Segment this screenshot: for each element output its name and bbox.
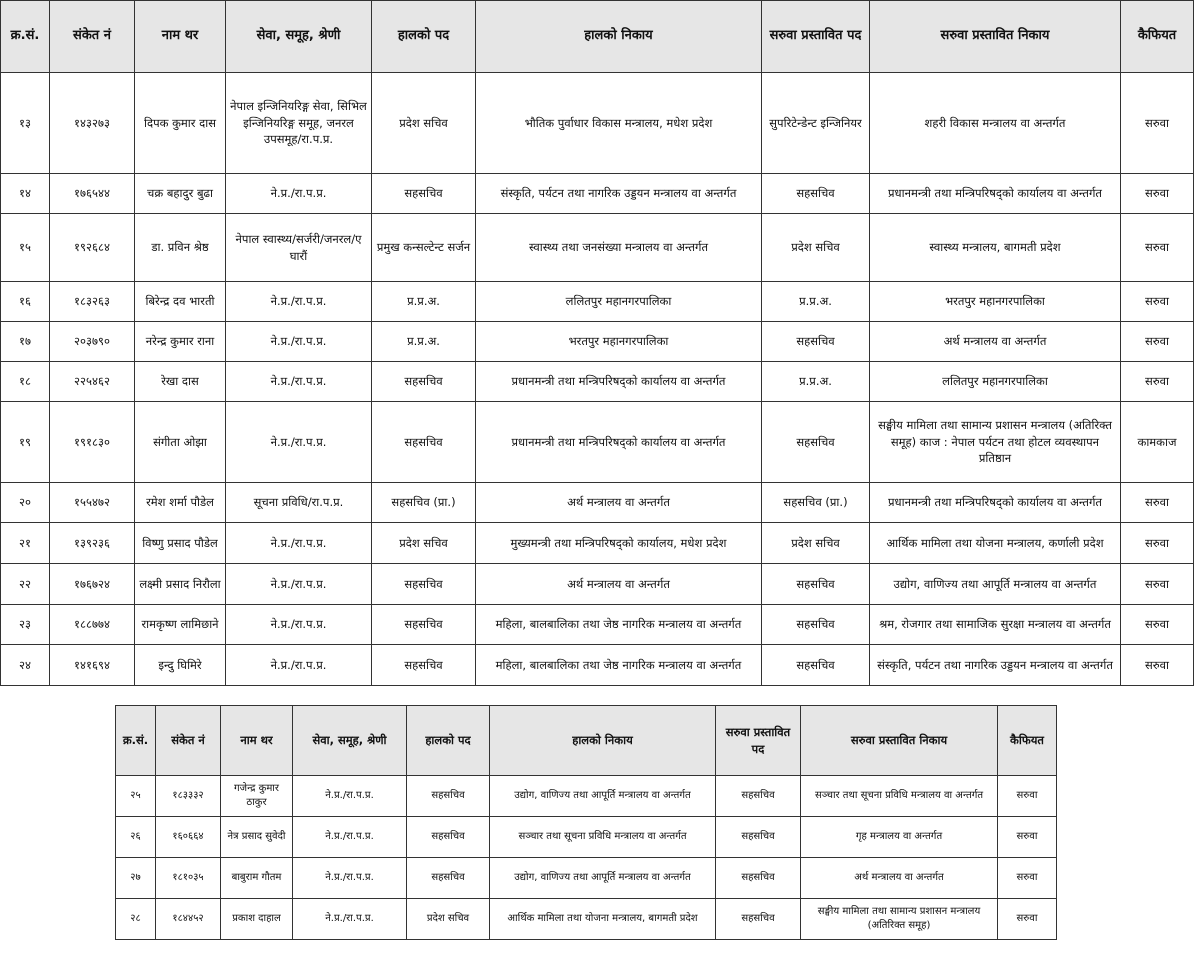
cell-remarks: सरुवा	[1121, 214, 1194, 282]
cell-remarks: सरुवा	[1121, 645, 1194, 686]
cell-current-office: स्वास्थ्य तथा जनसंख्या मन्त्रालय वा अन्तर्गत	[476, 214, 762, 282]
col-proposed-post-header: सरुवा प्रस्तावित पद	[716, 706, 801, 776]
cell-proposed-post: सहसचिव	[716, 817, 801, 858]
col-current-post-header: हालको पद	[372, 1, 476, 73]
cell-code: १७६५४४	[50, 174, 135, 214]
cell-current-post: सहसचिव	[407, 776, 490, 817]
cell-proposed-office: अर्थ मन्त्रालय वा अन्तर्गत	[870, 322, 1121, 362]
table-row	[1, 402, 1194, 483]
cell-code: १४१६९४	[50, 645, 135, 686]
cell-remarks: सरुवा	[1121, 174, 1194, 214]
cell-remarks: कामकाज	[1121, 402, 1194, 483]
table-row	[116, 776, 1057, 817]
cell-code: २०३७९०	[50, 322, 135, 362]
cell-code: १८१०३५	[156, 858, 221, 899]
cell-current-office: भरतपुर महानगरपालिका	[476, 322, 762, 362]
cell-current-office: सञ्चार तथा सूचना प्रविधि मन्त्रालय वा अन्तर्गत	[490, 817, 716, 858]
cell-code: १८३३३२	[156, 776, 221, 817]
cell-proposed-office: प्रधानमन्त्री तथा मन्त्रिपरिषद्को कार्यालय वा अन्तर्गत	[870, 174, 1121, 214]
cell-name: संगीता ओझा	[135, 402, 226, 483]
cell-name: नेत्र प्रसाद सुवेदी	[221, 817, 293, 858]
col-remarks-header: कैफियत	[998, 706, 1057, 776]
table-row	[1, 214, 1194, 282]
col-current-office-header: हालको निकाय	[490, 706, 716, 776]
cell-proposed-post: प्र.प्र.अ.	[762, 282, 870, 322]
cell-code: १९२६८४	[50, 214, 135, 282]
table-row	[1, 605, 1194, 645]
cell-service: ने.प्र./रा.प.प्र.	[293, 858, 407, 899]
cell-current-office: आर्थिक मामिला तथा योजना मन्त्रालय, बागमती प्रदेश	[490, 899, 716, 940]
cell-remarks: सरुवा	[1121, 523, 1194, 564]
cell-proposed-post: सहसचिव	[762, 174, 870, 214]
cell-proposed-office: सङ्घीय मामिला तथा सामान्य प्रशासन मन्त्रालय (अतिरिक्त समूह)	[801, 899, 998, 940]
cell-current-post: सहसचिव	[372, 362, 476, 402]
cell-name: लक्ष्मी प्रसाद निरौला	[135, 564, 226, 605]
table-row	[116, 858, 1057, 899]
cell-current-post: सहसचिव (प्रा.)	[372, 483, 476, 523]
cell-name: चक्र बहादुर बुढा	[135, 174, 226, 214]
header-row	[1, 1, 1194, 73]
cell-service: ने.प्र./रा.प.प्र.	[226, 645, 372, 686]
col-service-header: सेवा, समूह, श्रेणी	[226, 1, 372, 73]
table-row	[1, 282, 1194, 322]
cell-code: १८३२६३	[50, 282, 135, 322]
col-proposed-office-header: सरुवा प्रस्तावित निकाय	[801, 706, 998, 776]
table-row	[1, 362, 1194, 402]
cell-proposed-post: प्र.प्र.अ.	[762, 362, 870, 402]
cell-code: १७६७२४	[50, 564, 135, 605]
cell-serial: १९	[1, 402, 50, 483]
cell-name: नरेन्द्र कुमार राना	[135, 322, 226, 362]
cell-proposed-post: सहसचिव	[716, 899, 801, 940]
cell-proposed-post: प्रदेश सचिव	[762, 214, 870, 282]
cell-current-post: प्रदेश सचिव	[372, 523, 476, 564]
cell-current-post: सहसचिव	[372, 402, 476, 483]
cell-proposed-office: उद्योग, वाणिज्य तथा आपूर्ति मन्त्रालय वा अन्तर्गत	[870, 564, 1121, 605]
cell-service: ने.प्र./रा.प.प्र.	[226, 282, 372, 322]
col-remarks-header: कैफियत	[1121, 1, 1194, 73]
cell-current-office: अर्थ मन्त्रालय वा अन्तर्गत	[476, 483, 762, 523]
table-row	[116, 817, 1057, 858]
cell-service: ने.प्र./रा.प.प्र.	[226, 362, 372, 402]
cell-proposed-office: स्वास्थ्य मन्त्रालय, बागमती प्रदेश	[870, 214, 1121, 282]
cell-remarks: सरुवा	[1121, 73, 1194, 174]
cell-proposed-office: शहरी विकास मन्त्रालय वा अन्तर्गत	[870, 73, 1121, 174]
table-row	[1, 322, 1194, 362]
cell-serial: १४	[1, 174, 50, 214]
table-row	[1, 645, 1194, 686]
cell-remarks: सरुवा	[1121, 483, 1194, 523]
cell-service: ने.प्र./रा.प.प्र.	[226, 564, 372, 605]
cell-code: १९१८३०	[50, 402, 135, 483]
cell-current-office: महिला, बालबालिका तथा जेष्ठ नागरिक मन्त्रालय वा अन्तर्गत	[476, 645, 762, 686]
cell-service: ने.प्र./रा.प.प्र.	[226, 605, 372, 645]
cell-code: १८४४५२	[156, 899, 221, 940]
cell-proposed-post: सहसचिव	[762, 564, 870, 605]
cell-serial: २१	[1, 523, 50, 564]
cell-current-office: मुख्यमन्त्री तथा मन्त्रिपरिषद्को कार्यालय, मधेश प्रदेश	[476, 523, 762, 564]
table-row	[1, 564, 1194, 605]
cell-service: ने.प्र./रा.प.प्र.	[293, 817, 407, 858]
col-service-header: सेवा, समूह, श्रेणी	[293, 706, 407, 776]
cell-name: बाबुराम गौतम	[221, 858, 293, 899]
cell-proposed-post: सहसचिव	[716, 858, 801, 899]
cell-name: विष्णु प्रसाद पौडेल	[135, 523, 226, 564]
cell-current-post: सहसचिव	[372, 564, 476, 605]
cell-serial: २०	[1, 483, 50, 523]
cell-code: १३९२३६	[50, 523, 135, 564]
cell-current-office: भौतिक पुर्वाधार विकास मन्त्रालय, मधेश प्रदेश	[476, 73, 762, 174]
cell-service: ने.प्र./रा.प.प्र.	[293, 899, 407, 940]
table-row	[1, 174, 1194, 214]
cell-serial: १६	[1, 282, 50, 322]
table-row	[116, 899, 1057, 940]
col-code-header: संकेत नं	[156, 706, 221, 776]
transfer-table-2	[115, 705, 1057, 940]
cell-remarks: सरुवा	[998, 899, 1057, 940]
cell-remarks: सरुवा	[1121, 322, 1194, 362]
col-serial-header: क्र.सं.	[116, 706, 156, 776]
cell-remarks: सरुवा	[1121, 362, 1194, 402]
cell-serial: १३	[1, 73, 50, 174]
cell-name: रमेश शर्मा पौडेल	[135, 483, 226, 523]
cell-proposed-office: सञ्चार तथा सूचना प्रविधि मन्त्रालय वा अन्तर्गत	[801, 776, 998, 817]
cell-serial: २६	[116, 817, 156, 858]
cell-serial: २७	[116, 858, 156, 899]
cell-current-office: अर्थ मन्त्रालय वा अन्तर्गत	[476, 564, 762, 605]
cell-current-post: प्र.प्र.अ.	[372, 282, 476, 322]
cell-service: नेपाल स्वास्थ्य/सर्जरी/जनरल/ए घारौं	[226, 214, 372, 282]
cell-current-post: सहसचिव	[407, 858, 490, 899]
cell-proposed-office: अर्थ मन्त्रालय वा अन्तर्गत	[801, 858, 998, 899]
cell-current-post: प्रदेश सचिव	[372, 73, 476, 174]
cell-name: रेखा दास	[135, 362, 226, 402]
cell-current-office: प्रधानमन्त्री तथा मन्त्रिपरिषद्को कार्यालय वा अन्तर्गत	[476, 402, 762, 483]
cell-code: १६०६६४	[156, 817, 221, 858]
cell-proposed-office: आर्थिक मामिला तथा योजना मन्त्रालय, कर्णाली प्रदेश	[870, 523, 1121, 564]
col-current-office-header: हालको निकाय	[476, 1, 762, 73]
cell-proposed-post: सहसचिव	[762, 322, 870, 362]
cell-current-office: महिला, बालबालिका तथा जेष्ठ नागरिक मन्त्रालय वा अन्तर्गत	[476, 605, 762, 645]
table-row	[1, 523, 1194, 564]
cell-proposed-office: भरतपुर महानगरपालिका	[870, 282, 1121, 322]
cell-current-post: सहसचिव	[372, 174, 476, 214]
cell-remarks: सरुवा	[998, 858, 1057, 899]
cell-proposed-post: प्रदेश सचिव	[762, 523, 870, 564]
col-name-header: नाम थर	[221, 706, 293, 776]
cell-proposed-post: सहसचिव	[762, 605, 870, 645]
cell-code: २२५४६२	[50, 362, 135, 402]
cell-service: सूचना प्रविधि/रा.प.प्र.	[226, 483, 372, 523]
cell-proposed-office: प्रधानमन्त्री तथा मन्त्रिपरिषद्को कार्यालय वा अन्तर्गत	[870, 483, 1121, 523]
cell-proposed-post: सहसचिव (प्रा.)	[762, 483, 870, 523]
cell-name: रामकृष्ण लामिछाने	[135, 605, 226, 645]
cell-serial: २२	[1, 564, 50, 605]
cell-remarks: सरुवा	[1121, 605, 1194, 645]
col-proposed-office-header: सरुवा प्रस्तावित निकाय	[870, 1, 1121, 73]
cell-proposed-office: संस्कृति, पर्यटन तथा नागरिक उड्डयन मन्त्रालय वा अन्तर्गत	[870, 645, 1121, 686]
cell-remarks: सरुवा	[998, 817, 1057, 858]
cell-proposed-post: सुपरिटेन्डेन्ट इन्जिनियर	[762, 73, 870, 174]
cell-current-office: संस्कृति, पर्यटन तथा नागरिक उड्डयन मन्त्रालय वा अन्तर्गत	[476, 174, 762, 214]
cell-current-post: सहसचिव	[372, 645, 476, 686]
col-code-header: संकेत नं	[50, 1, 135, 73]
cell-name: बिरेन्द्र दव भारती	[135, 282, 226, 322]
cell-code: १८८७७४	[50, 605, 135, 645]
cell-current-post: सहसचिव	[407, 817, 490, 858]
cell-serial: २४	[1, 645, 50, 686]
cell-remarks: सरुवा	[998, 776, 1057, 817]
cell-name: इन्दु घिमिरे	[135, 645, 226, 686]
table-row	[1, 483, 1194, 523]
table-row	[1, 73, 1194, 174]
cell-current-post: सहसचिव	[372, 605, 476, 645]
cell-proposed-office: श्रम, रोजगार तथा सामाजिक सुरक्षा मन्त्रालय वा अन्तर्गत	[870, 605, 1121, 645]
cell-proposed-office: ललितपुर महानगरपालिका	[870, 362, 1121, 402]
cell-serial: २३	[1, 605, 50, 645]
cell-service: ने.प्र./रा.प.प्र.	[293, 776, 407, 817]
col-serial-header: क्र.सं.	[1, 1, 50, 73]
cell-proposed-office: सङ्घीय मामिला तथा सामान्य प्रशासन मन्त्रालय (अतिरिक्त समूह) काज : नेपाल पर्यटन तथा होटल व्यवस्थापन प्रतिष्ठान	[870, 402, 1121, 483]
cell-proposed-post: सहसचिव	[762, 645, 870, 686]
header-row	[116, 706, 1057, 776]
cell-current-post: प्रमुख कन्सल्टेन्ट सर्जन	[372, 214, 476, 282]
cell-current-post: प्र.प्र.अ.	[372, 322, 476, 362]
cell-name: डा. प्रविन श्रेष्ठ	[135, 214, 226, 282]
cell-name: प्रकाश दाहाल	[221, 899, 293, 940]
col-current-post-header: हालको पद	[407, 706, 490, 776]
cell-current-office: उद्योग, वाणिज्य तथा आपूर्ति मन्त्रालय वा अन्तर्गत	[490, 858, 716, 899]
col-name-header: नाम थर	[135, 1, 226, 73]
cell-serial: १७	[1, 322, 50, 362]
cell-code: १५५४७२	[50, 483, 135, 523]
cell-remarks: सरुवा	[1121, 564, 1194, 605]
cell-service: नेपाल इन्जिनियरिङ्ग सेवा, सिभिल इन्जिनियरिङ्ग समूह, जनरल उपसमूह/रा.प.प्र.	[226, 73, 372, 174]
cell-service: ने.प्र./रा.प.प्र.	[226, 523, 372, 564]
cell-name: गजेन्द्र कुमार ठाकुर	[221, 776, 293, 817]
cell-current-office: ललितपुर महानगरपालिका	[476, 282, 762, 322]
cell-service: ने.प्र./रा.प.प्र.	[226, 322, 372, 362]
cell-service: ने.प्र./रा.प.प्र.	[226, 402, 372, 483]
cell-name: दिपक कुमार दास	[135, 73, 226, 174]
cell-current-post: प्रदेश सचिव	[407, 899, 490, 940]
cell-current-office: प्रधानमन्त्री तथा मन्त्रिपरिषद्को कार्यालय वा अन्तर्गत	[476, 362, 762, 402]
cell-code: १४३२७३	[50, 73, 135, 174]
cell-proposed-post: सहसचिव	[762, 402, 870, 483]
cell-current-office: उद्योग, वाणिज्य तथा आपूर्ति मन्त्रालय वा अन्तर्गत	[490, 776, 716, 817]
cell-serial: २५	[116, 776, 156, 817]
cell-serial: १५	[1, 214, 50, 282]
cell-remarks: सरुवा	[1121, 282, 1194, 322]
cell-proposed-office: गृह मन्त्रालय वा अन्तर्गत	[801, 817, 998, 858]
cell-serial: २८	[116, 899, 156, 940]
col-proposed-post-header: सरुवा प्रस्तावित पद	[762, 1, 870, 73]
cell-proposed-post: सहसचिव	[716, 776, 801, 817]
cell-service: ने.प्र./रा.प.प्र.	[226, 174, 372, 214]
cell-serial: १८	[1, 362, 50, 402]
